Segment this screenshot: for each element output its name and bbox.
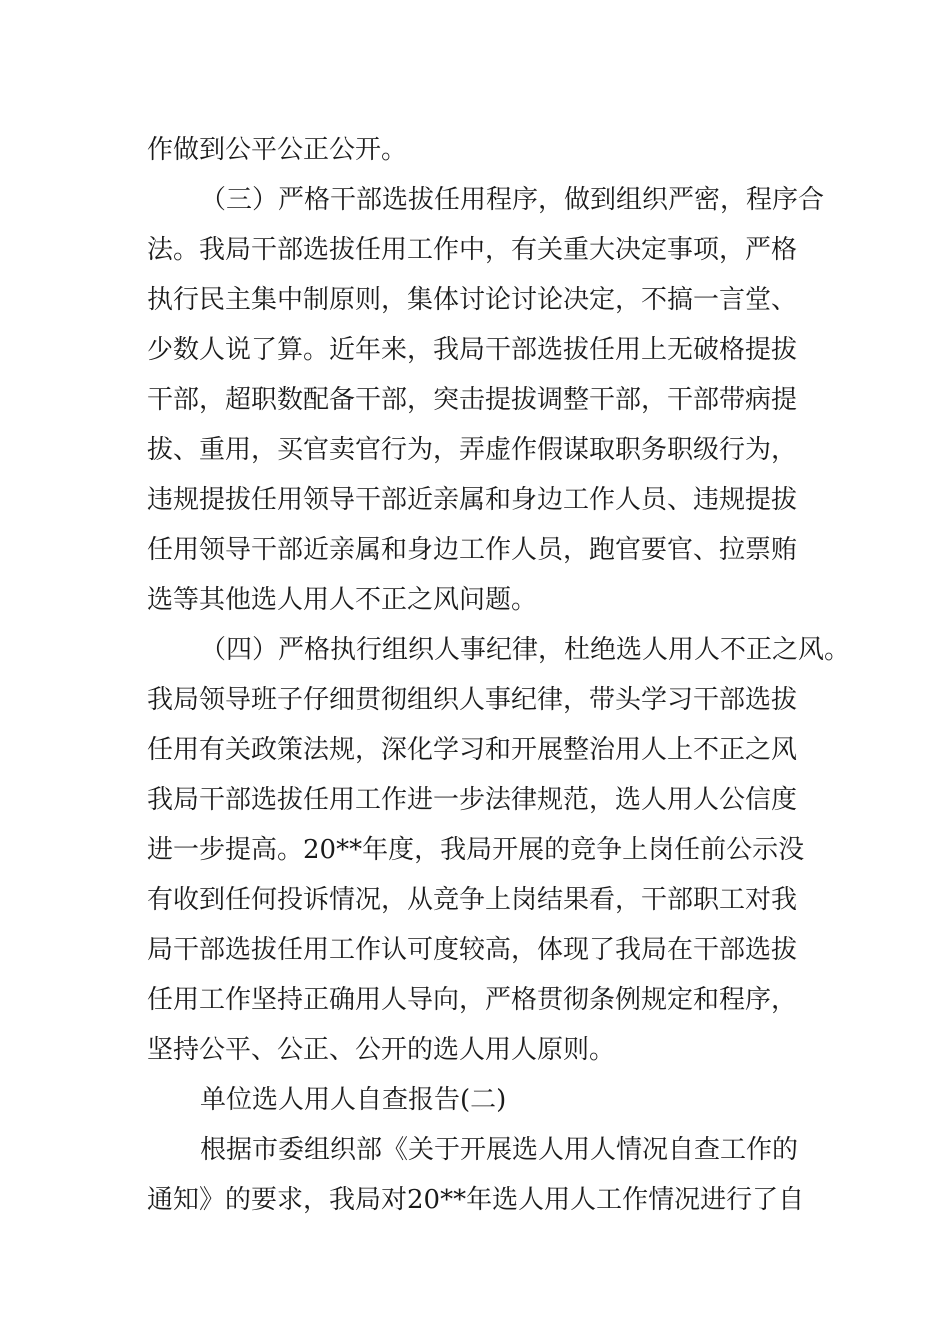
text-line: 少数人说了算。近年来，我局干部选拔任用上无破格提拔 xyxy=(147,335,798,365)
text-line: 我局领导班子仔细贯彻组织人事纪律，带头学习干部选拔 xyxy=(147,685,798,715)
text-line: 任用领导干部近亲属和身边工作人员，跑官要官、拉票贿 xyxy=(147,535,798,565)
text-line: 干部，超职数配备干部，突击提拔调整干部，干部带病提 xyxy=(147,385,798,415)
text-line: 我局干部选拔任用工作进一步法律规范，选人用人公信度 xyxy=(147,785,798,815)
text-line: （四）严格执行组织人事纪律，杜绝选人用人不正之风。 xyxy=(200,635,851,665)
text-line: 选等其他选人用人不正之风问题。 xyxy=(147,585,538,615)
text-line: 局干部选拔任用工作认可度较高，体现了我局在干部选拔 xyxy=(147,935,798,965)
text-line: 违规提拔任用领导干部近亲属和身边工作人员、违规提拔 xyxy=(147,485,798,515)
text-line: 作做到公平公正公开。 xyxy=(147,135,408,165)
text-line: 拔、重用，买官卖官行为，弄虚作假谋取职务职级行为， xyxy=(147,435,798,465)
text-line: 执行民主集中制原则，集体讨论讨论决定，不搞一言堂、 xyxy=(147,285,798,315)
text-line: 根据市委组织部《关于开展选人用人情况自查工作的 xyxy=(200,1135,799,1165)
text-line: 通知》的要求，我局对20**年选人用人工作情况进行了自 xyxy=(147,1185,805,1215)
section-heading: 单位选人用人自查报告(二) xyxy=(200,1085,507,1115)
text-line: 进一步提高。20**年度，我局开展的竞争上岗任前公示没 xyxy=(147,835,805,865)
text-line: 任用工作坚持正确用人导向，严格贯彻条例规定和程序， xyxy=(147,985,798,1015)
text-line: 坚持公平、公正、公开的选人用人原则。 xyxy=(147,1035,616,1065)
text-line: 有收到任何投诉情况，从竞争上岗结果看，干部职工对我 xyxy=(147,885,798,915)
text-line: 任用有关政策法规，深化学习和开展整治用人上不正之风 xyxy=(147,735,798,765)
text-line: （三）严格干部选拔任用程序，做到组织严密，程序合 xyxy=(200,185,825,215)
text-line: 法。我局干部选拔任用工作中，有关重大决定事项，严格 xyxy=(147,235,798,265)
